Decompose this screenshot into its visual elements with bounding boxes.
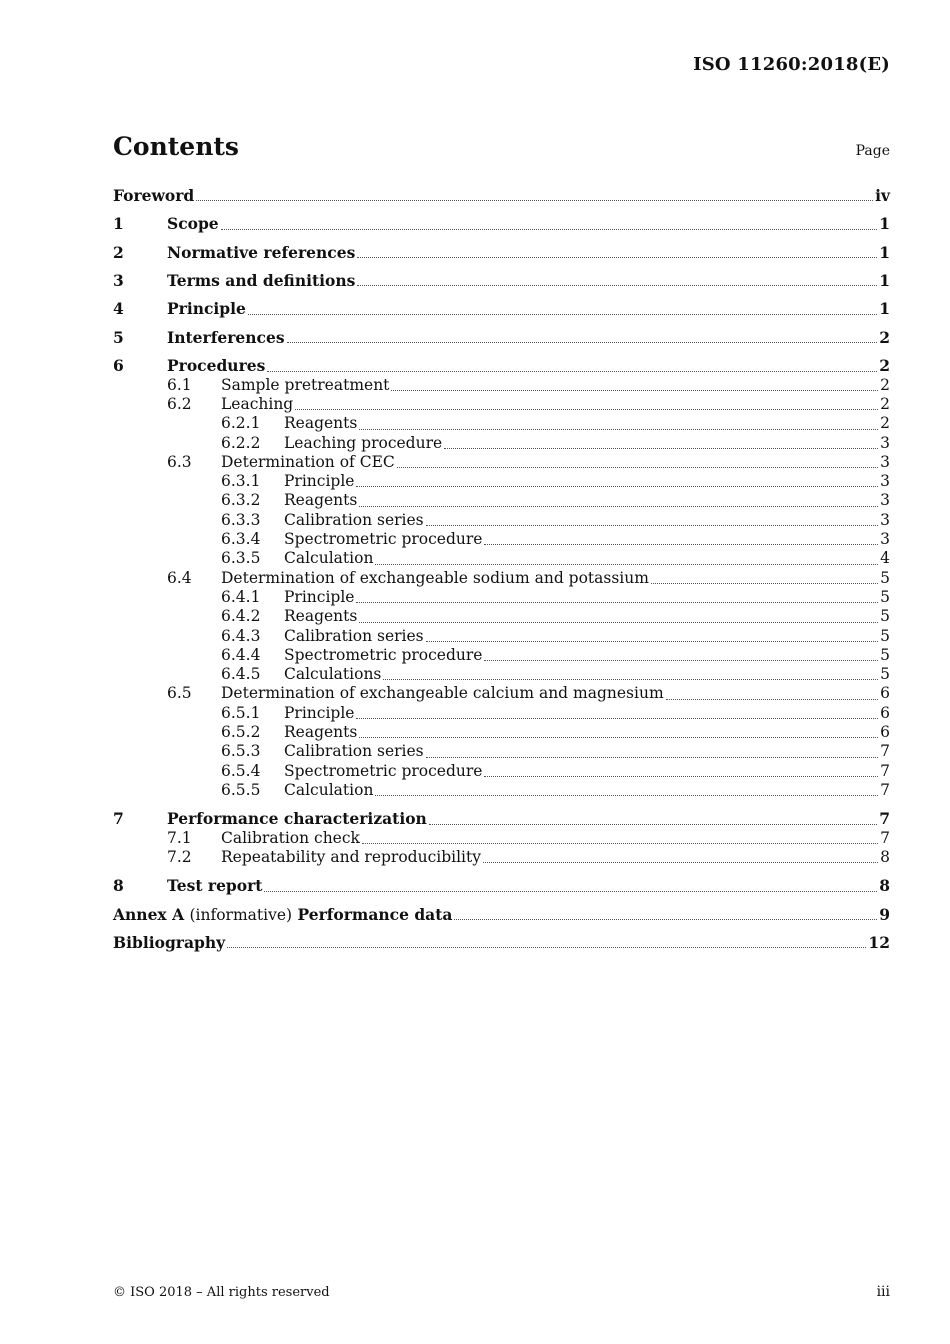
- toc-entry-title-text: Determination of exchangeable calcium and magnesium: [221, 684, 664, 703]
- toc-entry-title-text: Calibration check: [221, 828, 360, 847]
- toc-entry[interactable]: [113, 781, 890, 800]
- toc-entry[interactable]: [113, 472, 890, 491]
- dot-leader: [357, 256, 877, 258]
- toc-entry[interactable]: [113, 867, 890, 895]
- toc-entry[interactable]: [113, 665, 890, 684]
- toc-entry-title: [167, 299, 246, 318]
- dot-leader: [359, 621, 878, 623]
- toc-entry-title-text: Foreword: [113, 186, 195, 205]
- page-number: iii: [876, 1284, 890, 1300]
- toc-entry-page: 5: [880, 568, 890, 587]
- toc-entry-page: 2: [880, 414, 890, 433]
- toc-entry-page: 2: [879, 356, 890, 376]
- toc-entry-title-text: Reagents: [284, 414, 358, 433]
- toc-entry[interactable]: [113, 684, 890, 703]
- toc-entry-title: [284, 704, 354, 723]
- toc-entry-page: 1: [879, 242, 890, 262]
- toc-entry[interactable]: [113, 262, 890, 290]
- toc-entry-page: 1: [879, 299, 890, 319]
- toc-entry-number: 6.3.1: [221, 472, 261, 491]
- toc-entry-title: [167, 356, 265, 375]
- toc-entry[interactable]: [113, 896, 890, 924]
- toc-entry-number: 1: [113, 214, 124, 234]
- toc-entry-title-text: Leaching: [221, 394, 294, 413]
- dot-leader: [359, 428, 878, 430]
- toc-entry-page: 6: [880, 722, 890, 741]
- toc-entry-title-text: Test report: [167, 876, 263, 896]
- toc-entry-number: 6.1: [167, 375, 192, 394]
- contents-title: Contents: [113, 132, 240, 161]
- toc-entry-title: [284, 723, 357, 742]
- dot-leader: [383, 678, 878, 680]
- toc-entry-title-text: Procedures: [167, 356, 266, 376]
- toc-entry-title-text: Principle: [284, 587, 355, 606]
- toc-entry-title-text: Calibration series: [284, 742, 424, 761]
- dot-leader: [429, 823, 877, 825]
- toc-entry[interactable]: [113, 414, 890, 433]
- toc-entry-number: 6.3.3: [221, 510, 261, 529]
- toc-entry-title-text: Principle: [284, 703, 355, 722]
- toc-entry-title: [284, 781, 373, 800]
- toc-entry-title: [167, 243, 355, 262]
- toc-entry-title-text: Spectrometric procedure: [284, 530, 483, 549]
- toc-entry-title: [167, 271, 355, 290]
- toc-entry-page: 12: [868, 932, 890, 952]
- toc-entry-number: 6.5.3: [221, 742, 261, 761]
- toc-entry-title: [284, 607, 357, 626]
- toc-entry-title: [284, 762, 482, 781]
- toc-entry-page: 9: [879, 904, 890, 924]
- toc-entry-title: [284, 530, 482, 549]
- toc-entry-annex-type: (informative): [189, 905, 293, 924]
- toc-entry-title-text: Calculation: [284, 549, 374, 568]
- toc-entry-title-text: Scope: [167, 214, 219, 234]
- toc-entry-number: 6.3.2: [221, 491, 261, 510]
- toc-entry-title: [284, 588, 354, 607]
- toc-entry-number: 5: [113, 327, 124, 347]
- toc-entry[interactable]: [113, 347, 890, 375]
- toc-entry-title-text: Annex A: [113, 904, 185, 924]
- toc-entry-title: [284, 414, 357, 433]
- toc-entry-title-text: Calculations: [284, 665, 382, 684]
- dot-leader: [267, 370, 877, 372]
- toc-entry[interactable]: [113, 646, 890, 665]
- toc-entry-title: [284, 646, 482, 665]
- toc-entry-title-text: Principle: [167, 299, 246, 319]
- dot-leader: [359, 736, 878, 738]
- dot-leader: [666, 698, 878, 700]
- toc-entry-number: 6.2.1: [221, 414, 261, 433]
- toc-entry-title-text: Spectrometric procedure: [284, 761, 483, 780]
- dot-leader: [375, 563, 878, 565]
- dot-leader: [359, 505, 878, 507]
- toc-entry-page: 3: [880, 491, 890, 510]
- toc-entry-page: 6: [880, 703, 890, 722]
- dot-leader: [287, 341, 878, 343]
- toc-entry[interactable]: [113, 924, 890, 952]
- toc-entry-title: [221, 453, 395, 472]
- toc-entry-number: 6.4: [167, 568, 192, 587]
- toc-entry-title: [221, 376, 389, 395]
- page-column-label: Page: [855, 143, 890, 159]
- dot-leader: [444, 447, 878, 449]
- toc-entry-page: 5: [880, 587, 890, 606]
- toc-entry-number: 6.5.2: [221, 722, 261, 741]
- toc-entry-title-text: Principle: [284, 472, 355, 491]
- toc-entry[interactable]: [113, 848, 890, 867]
- toc-entry-number: 6.2: [167, 394, 192, 413]
- toc-entry-page: 7: [880, 742, 890, 761]
- toc-entry-number: 6.5.1: [221, 703, 261, 722]
- dot-leader: [426, 756, 878, 758]
- toc-entry-number: 7.2: [167, 847, 192, 866]
- copyright-notice: © ISO 2018 – All rights reserved: [113, 1285, 330, 1300]
- toc-entry[interactable]: [113, 829, 890, 848]
- toc-entry-title-text: Determination of CEC: [221, 452, 395, 471]
- dot-leader: [362, 842, 878, 844]
- toc-entry-title-text: Reagents: [284, 607, 358, 626]
- toc-entry-number: 7.1: [167, 828, 192, 847]
- toc-entry[interactable]: [113, 376, 890, 395]
- toc-entry[interactable]: [113, 205, 890, 233]
- contents-header: [113, 132, 890, 161]
- toc-entry-title: [167, 328, 285, 347]
- dot-leader: [391, 389, 878, 391]
- toc-entry[interactable]: [113, 290, 890, 318]
- dot-leader: [356, 485, 878, 487]
- toc-entry-title: [221, 569, 649, 588]
- toc-entry-title: [284, 665, 381, 684]
- toc-entry-page: 5: [880, 626, 890, 645]
- dot-leader: [397, 466, 878, 468]
- toc-entry-title: [284, 491, 357, 510]
- toc-entry[interactable]: [113, 742, 890, 761]
- toc-entry[interactable]: [113, 491, 890, 510]
- toc-entry-number: 6.4.3: [221, 626, 261, 645]
- toc-entry-page: 3: [880, 510, 890, 529]
- dot-leader: [484, 659, 878, 661]
- dot-leader: [484, 775, 878, 777]
- toc-entry-title: [284, 434, 442, 453]
- toc-entry[interactable]: [113, 569, 890, 588]
- toc-entry-title-text: Calibration series: [284, 510, 424, 529]
- document-id: ISO 11260:2018(E): [693, 54, 890, 75]
- toc-entry-title-text: Leaching procedure: [284, 433, 443, 452]
- dot-leader: [264, 890, 877, 892]
- dot-leader: [651, 582, 878, 584]
- toc-entry-title-text: Repeatability and reproducibility: [221, 847, 481, 866]
- toc-entry-title: [113, 186, 194, 205]
- toc-entry-title: [284, 742, 424, 761]
- toc-entry-number: 6.4.4: [221, 645, 261, 664]
- toc-entry-number: 3: [113, 271, 124, 291]
- toc-entry-page: 7: [879, 809, 890, 829]
- toc-entry-number: 6.4.1: [221, 587, 261, 606]
- toc-entry-title-text: Bibliography: [113, 932, 226, 952]
- toc-entry-title-text: Normative references: [167, 242, 356, 262]
- toc-entry-page: 5: [880, 645, 890, 664]
- toc-entry[interactable]: [113, 800, 890, 828]
- toc-entry-title: [221, 395, 293, 414]
- toc-entry-page: 4: [880, 549, 890, 568]
- toc-entry-title: [221, 684, 664, 703]
- toc-entry-page: 2: [880, 394, 890, 413]
- toc-entry[interactable]: [113, 704, 890, 723]
- toc-entry-number: 6.5.4: [221, 761, 261, 780]
- toc-entry[interactable]: [113, 762, 890, 781]
- toc-entry-title: [167, 876, 262, 895]
- toc-entry-page: 5: [880, 665, 890, 684]
- table-of-contents: [113, 186, 890, 952]
- toc-entry[interactable]: [113, 434, 890, 453]
- toc-entry-page: 7: [880, 761, 890, 780]
- toc-entry-page: 8: [879, 876, 890, 896]
- dot-leader: [356, 601, 878, 603]
- toc-entry[interactable]: [113, 530, 890, 549]
- toc-entry-page: 8: [880, 847, 890, 866]
- toc-entry-title-text: Determination of exchangeable sodium and potassium: [221, 568, 649, 587]
- toc-entry-title-text: Performance characterization: [167, 809, 427, 829]
- toc-entry-title: [284, 511, 424, 530]
- toc-entry-page: 2: [880, 375, 890, 394]
- toc-entry-title: [284, 472, 354, 491]
- toc-entry-page: 7: [880, 828, 890, 847]
- toc-entry-title: [167, 214, 219, 233]
- toc-entry-page: 3: [880, 452, 890, 471]
- toc-entry[interactable]: [113, 453, 890, 472]
- toc-entry-title-text: Reagents: [284, 722, 358, 741]
- toc-entry-number: 6.2.2: [221, 433, 261, 452]
- toc-entry[interactable]: [113, 395, 890, 414]
- dot-leader: [356, 717, 878, 719]
- toc-entry-title: [284, 549, 373, 568]
- toc-entry-page: 1: [879, 271, 890, 291]
- toc-entry[interactable]: [113, 723, 890, 742]
- toc-entry-number: 6.4.5: [221, 665, 261, 684]
- toc-entry-annex-title: Performance data: [297, 904, 453, 924]
- dot-leader: [227, 946, 866, 948]
- toc-entry-number: 6.5: [167, 684, 192, 703]
- dot-leader: [483, 861, 878, 863]
- toc-entry-title: [221, 848, 481, 867]
- dot-leader: [295, 408, 878, 410]
- toc-entry[interactable]: [113, 319, 890, 347]
- toc-entry-page: iv: [875, 186, 890, 205]
- toc-entry-title-text: Reagents: [284, 491, 358, 510]
- toc-entry-number: 6.3: [167, 452, 192, 471]
- toc-entry[interactable]: [113, 186, 890, 205]
- toc-entry[interactable]: [113, 511, 890, 530]
- toc-entry-page: 3: [880, 530, 890, 549]
- toc-entry[interactable]: [113, 627, 890, 646]
- toc-entry-page: 2: [879, 327, 890, 347]
- toc-entry-title-text: Interferences: [167, 327, 285, 347]
- toc-entry-page: 5: [880, 607, 890, 626]
- toc-entry[interactable]: [113, 549, 890, 568]
- toc-entry[interactable]: [113, 588, 890, 607]
- toc-entry-title-text: Calculation: [284, 780, 374, 799]
- dot-leader: [454, 918, 877, 920]
- toc-entry-title: [284, 627, 424, 646]
- dot-leader: [426, 640, 878, 642]
- toc-entry-page: 7: [880, 780, 890, 799]
- toc-entry-page: 6: [880, 684, 890, 703]
- toc-entry-title-text: Terms and definitions: [167, 271, 356, 291]
- toc-entry-number: 6.4.2: [221, 607, 261, 626]
- dot-leader: [357, 284, 877, 286]
- toc-entry-title: [113, 905, 452, 925]
- toc-entry-page: 3: [880, 433, 890, 452]
- dot-leader: [196, 199, 873, 201]
- toc-entry-number: 2: [113, 242, 124, 262]
- toc-entry-title-text: Spectrometric procedure: [284, 645, 483, 664]
- toc-entry[interactable]: [113, 234, 890, 262]
- toc-entry-title: [167, 809, 427, 828]
- toc-entry-title: [113, 933, 225, 952]
- toc-entry-number: 6.3.5: [221, 549, 261, 568]
- toc-entry-title-text: Sample pretreatment: [221, 375, 390, 394]
- dot-leader: [375, 794, 878, 796]
- dot-leader: [248, 313, 877, 315]
- dot-leader: [221, 228, 878, 230]
- toc-entry-number: 6.5.5: [221, 780, 261, 799]
- toc-entry-page: 3: [880, 472, 890, 491]
- dot-leader: [426, 524, 878, 526]
- toc-entry-number: 4: [113, 299, 124, 319]
- toc-entry-number: 8: [113, 876, 124, 896]
- toc-entry-number: 6: [113, 356, 124, 376]
- toc-entry[interactable]: [113, 607, 890, 626]
- toc-entry-title: [221, 829, 360, 848]
- toc-entry-number: 7: [113, 809, 124, 829]
- toc-entry-page: 1: [879, 214, 890, 234]
- toc-entry-title-text: Calibration series: [284, 626, 424, 645]
- dot-leader: [484, 543, 878, 545]
- toc-entry-number: 6.3.4: [221, 530, 261, 549]
